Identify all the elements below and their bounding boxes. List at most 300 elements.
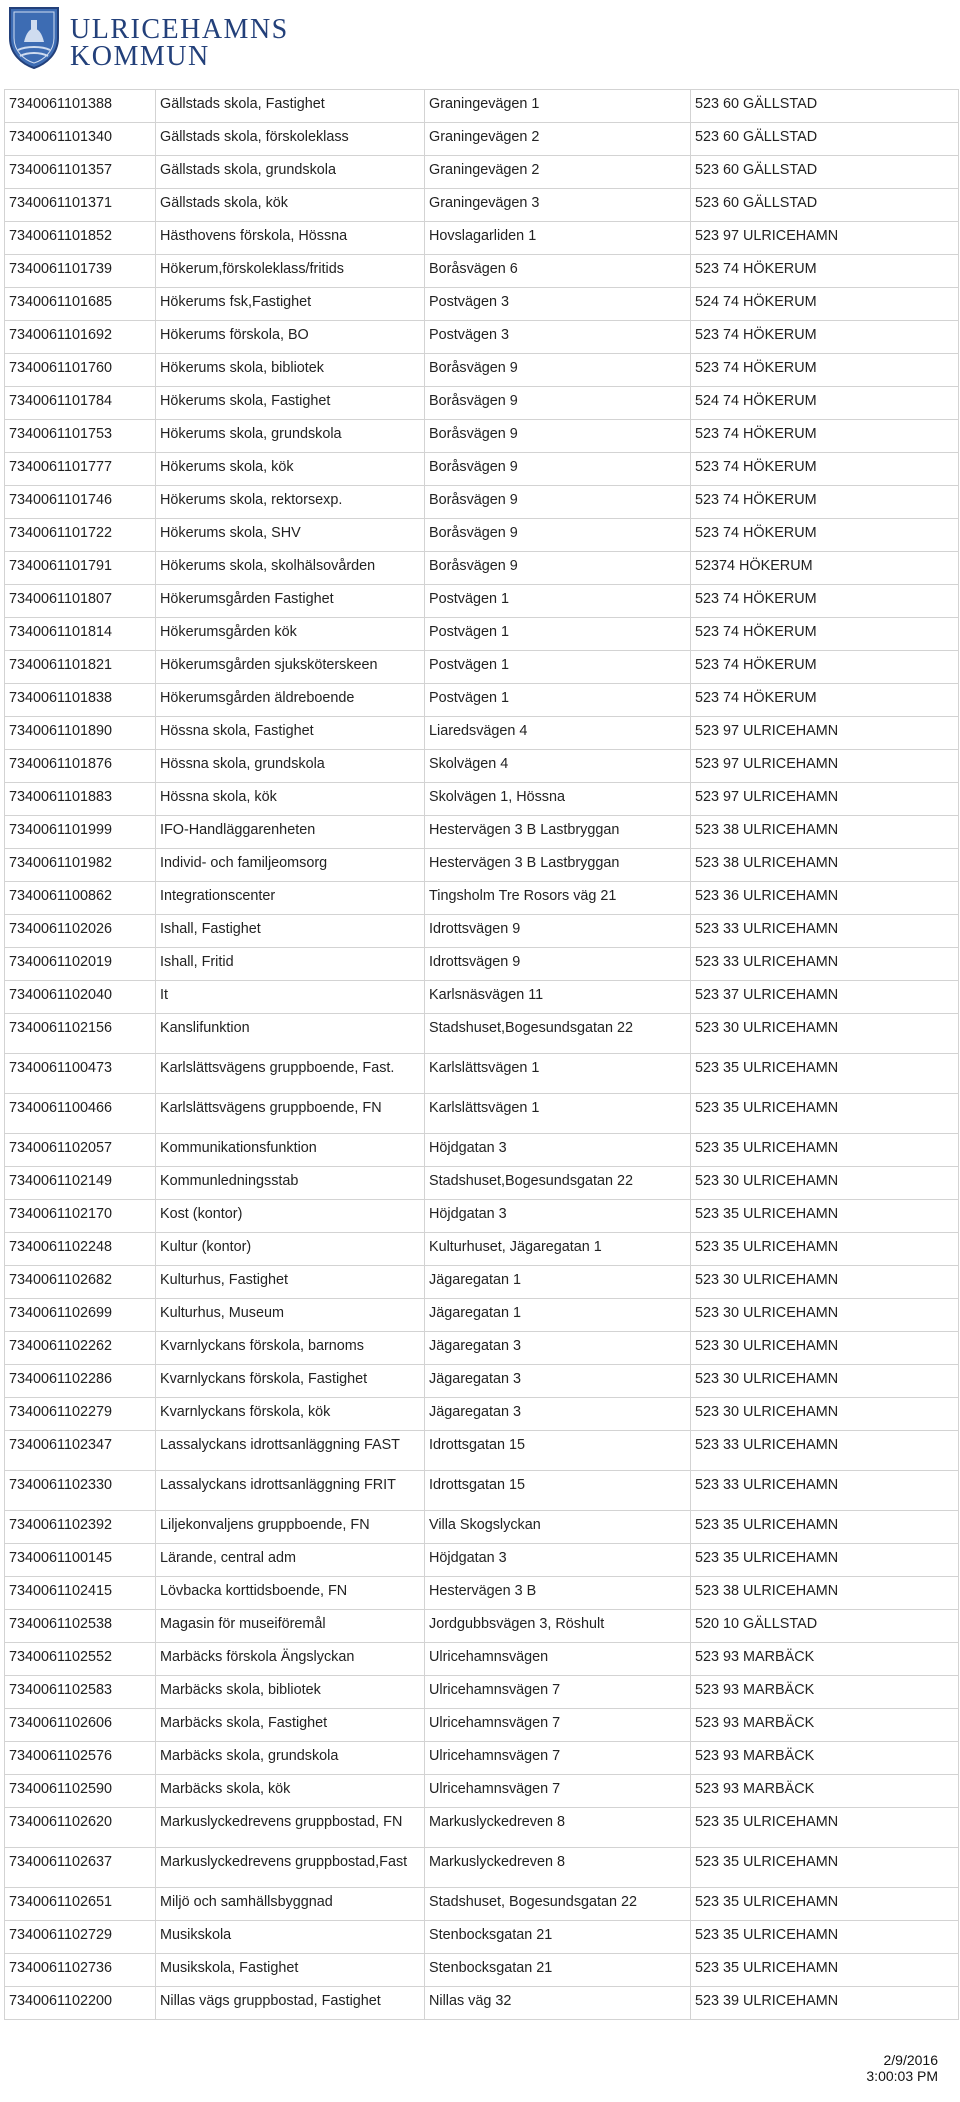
address-cell [425,1987,691,2020]
name-cell-text: Liljekonvaljens gruppboende, FN [160,1517,370,1533]
name-cell [156,1709,425,1742]
table-row [5,1200,959,1233]
name-cell-text: Hökerums skola, bibliotek [160,360,324,376]
address-cell-text: Postvägen 1 [429,690,510,706]
address-cell-text: Boråsvägen 9 [429,492,518,508]
postal-cell-text: 523 30 ULRICEHAMN [695,1020,839,1036]
name-cell-text: Kvarnlyckans förskola, barnoms [160,1338,364,1354]
postal-cell-text: 523 97 ULRICEHAMN [695,789,839,805]
name-cell-text: Gällstads skola, förskoleklass [160,129,349,145]
table-row [5,519,959,552]
name-cell-text: It [160,987,168,1003]
postal-cell-text: 523 30 ULRICEHAMN [695,1338,839,1354]
address-cell-text: Karlsnäsvägen 11 [429,987,544,1003]
postal-cell-text: 523 74 HÖKERUM [695,690,817,706]
postal-cell-text: 523 97 ULRICEHAMN [695,756,839,772]
table-row [5,1643,959,1676]
table-row [5,1014,959,1054]
postal-cell [691,684,959,717]
table-row [5,981,959,1014]
name-cell [156,1577,425,1610]
postal-cell [691,618,959,651]
table-row [5,1233,959,1266]
address-cell [425,1167,691,1200]
table-row [5,1577,959,1610]
table-row [5,1848,959,1888]
table-row [5,1610,959,1643]
postal-cell [691,948,959,981]
name-cell-text: Miljö och samhällsbyggnad [160,1894,333,1910]
code-cell [5,849,156,882]
address-cell [425,552,691,585]
code-cell-text: 7340061101852 [9,228,112,244]
address-cell [425,1544,691,1577]
address-cell [425,981,691,1014]
postal-cell [691,1054,959,1094]
table-row [5,1775,959,1808]
code-cell-text: 7340061102330 [9,1477,112,1493]
name-cell-text: Kanslifunktion [160,1020,250,1036]
code-cell [5,783,156,816]
code-cell-text: 7340061102019 [9,954,112,970]
address-cell-text: Boråsvägen 6 [429,261,518,277]
code-cell [5,585,156,618]
code-cell [5,1775,156,1808]
name-cell [156,255,425,288]
name-cell [156,981,425,1014]
table-row [5,486,959,519]
table-row [5,1398,959,1431]
code-cell [5,1888,156,1921]
code-cell [5,486,156,519]
address-cell [425,585,691,618]
postal-cell-text: 523 30 ULRICEHAMN [695,1173,839,1189]
code-cell-text: 7340061102347 [9,1437,112,1453]
postal-cell-text: 523 74 HÖKERUM [695,591,817,607]
postal-cell [691,882,959,915]
postal-cell [691,1775,959,1808]
address-cell-text: Stenbocksgatan 21 [429,1960,553,1976]
address-cell-text: Graningevägen 2 [429,162,540,178]
code-cell-text: 7340061101357 [9,162,112,178]
table-row [5,783,959,816]
address-cell [425,816,691,849]
address-cell [425,90,691,123]
postal-cell [691,1742,959,1775]
address-cell-text: Höjdgatan 3 [429,1140,507,1156]
table-row [5,1987,959,2020]
address-cell-text: Postvägen 1 [429,591,510,607]
address-cell-text: Graningevägen 3 [429,195,540,211]
name-cell-text: Hökerums skola, Fastighet [160,393,331,409]
code-cell-text: 7340061101838 [9,690,112,706]
address-cell-text: Jägaregatan 3 [429,1338,522,1354]
name-cell-text: Kultur (kontor) [160,1239,252,1255]
address-cell-text: Höjdgatan 3 [429,1206,507,1222]
address-cell [425,123,691,156]
name-cell [156,1643,425,1676]
table-row [5,255,959,288]
code-cell [5,1054,156,1094]
address-cell-text: Stadshuset,Bogesundsgatan 22 [429,1020,634,1036]
code-cell-text: 7340061102248 [9,1239,112,1255]
address-cell-text: Postvägen 3 [429,294,510,310]
address-cell [425,1610,691,1643]
table-row [5,1094,959,1134]
postal-cell-text: 523 97 ULRICEHAMN [695,228,839,244]
code-cell-text: 7340061102736 [9,1960,112,1976]
table-row [5,1921,959,1954]
postal-cell [691,981,959,1014]
code-cell [5,1134,156,1167]
postal-cell-text: 523 30 ULRICEHAMN [695,1371,839,1387]
name-cell-text: Hökerums förskola, BO [160,327,309,343]
address-cell-text: Ulricehamnsvägen 7 [429,1748,561,1764]
code-cell-text: 7340061100466 [9,1100,112,1116]
name-cell-text: Kommunikationsfunktion [160,1140,317,1156]
code-cell-text: 7340061102538 [9,1616,112,1632]
code-cell [5,948,156,981]
table-row [5,1808,959,1848]
postal-cell-text: 523 74 HÖKERUM [695,261,817,277]
code-cell-text: 7340061101807 [9,591,112,607]
postal-cell [691,1808,959,1848]
code-cell-text: 7340061102156 [9,1020,112,1036]
postal-cell [691,1610,959,1643]
address-cell [425,1709,691,1742]
address-cell-text: Jordgubbsvägen 3, Röshult [429,1616,605,1632]
code-cell [5,816,156,849]
name-cell-text: Hökerums fsk,Fastighet [160,294,312,310]
postal-cell [691,123,959,156]
code-cell [5,1676,156,1709]
address-cell-text: Postvägen 1 [429,624,510,640]
name-cell-text: Hästhovens förskola, Hössna [160,228,348,244]
postal-cell [691,1848,959,1888]
address-cell-text: Hestervägen 3 B Lastbryggan [429,855,620,871]
address-cell [425,948,691,981]
name-cell [156,1808,425,1848]
code-cell-text: 7340061101739 [9,261,112,277]
address-cell-text: Hovslagarliden 1 [429,228,537,244]
code-cell [5,618,156,651]
address-cell [425,1577,691,1610]
name-cell [156,1266,425,1299]
postal-cell-text: 523 74 HÖKERUM [695,624,817,640]
name-cell-text: Hössna skola, grundskola [160,756,325,772]
postal-cell-text: 523 60 GÄLLSTAD [695,195,818,211]
name-cell-text: Lövbacka korttidsboende, FN [160,1583,348,1599]
address-cell-text: Boråsvägen 9 [429,393,518,409]
postal-cell [691,387,959,420]
address-cell-text: Boråsvägen 9 [429,360,518,376]
address-cell-text: Stadshuset,Bogesundsgatan 22 [429,1173,634,1189]
postal-cell-text: 523 35 ULRICEHAMN [695,1140,839,1156]
name-cell-text: Musikskola [160,1927,232,1943]
table-row [5,1676,959,1709]
name-cell-text: Musikskola, Fastighet [160,1960,299,1976]
code-cell [5,1544,156,1577]
address-cell [425,651,691,684]
table-row [5,420,959,453]
postal-cell-text: 523 30 ULRICEHAMN [695,1404,839,1420]
address-cell [425,915,691,948]
address-cell [425,1054,691,1094]
code-cell-text: 7340061102637 [9,1854,112,1870]
code-cell [5,1014,156,1054]
postal-cell-text: 523 35 ULRICEHAMN [695,1550,839,1566]
name-cell [156,189,425,222]
code-cell-text: 7340061100145 [9,1550,112,1566]
postal-cell-text: 523 35 ULRICEHAMN [695,1060,839,1076]
postal-cell [691,1398,959,1431]
address-cell-text: Skolvägen 4 [429,756,509,772]
postal-cell-text: 523 35 ULRICEHAMN [695,1206,839,1222]
name-cell [156,684,425,717]
name-cell [156,1676,425,1709]
table-row [5,453,959,486]
postal-cell-text: 523 74 HÖKERUM [695,426,817,442]
code-cell [5,519,156,552]
postal-cell-text: 523 33 ULRICEHAMN [695,921,839,937]
postal-cell [691,1987,959,2020]
postal-cell-text: 520 10 GÄLLSTAD [695,1616,818,1632]
address-cell-text: Idrottsvägen 9 [429,921,521,937]
name-cell [156,156,425,189]
postal-cell-text: 523 36 ULRICEHAMN [695,888,839,904]
address-cell-text: Boråsvägen 9 [429,426,518,442]
name-cell-text: Kvarnlyckans förskola, Fastighet [160,1371,368,1387]
name-cell [156,1431,425,1471]
name-cell [156,552,425,585]
code-cell [5,1987,156,2020]
table-row [5,1742,959,1775]
address-cell [425,618,691,651]
code-cell-text: 7340061101685 [9,294,112,310]
table-row [5,1134,959,1167]
table-row [5,1167,959,1200]
address-cell [425,453,691,486]
postal-cell-text: 523 60 GÄLLSTAD [695,129,818,145]
table-row [5,585,959,618]
postal-cell [691,453,959,486]
code-cell [5,1921,156,1954]
code-cell [5,288,156,321]
name-cell [156,1471,425,1511]
code-cell-text: 7340061102200 [9,1993,112,2009]
name-cell [156,387,425,420]
postal-cell [691,1544,959,1577]
code-cell [5,882,156,915]
name-cell [156,1332,425,1365]
address-cell [425,684,691,717]
table-row [5,1511,959,1544]
table-row [5,156,959,189]
postal-cell-text: 523 33 ULRICEHAMN [695,1437,839,1453]
address-cell [425,1676,691,1709]
postal-cell-text: 523 60 GÄLLSTAD [695,162,818,178]
postal-cell-text: 523 33 ULRICEHAMN [695,954,839,970]
name-cell [156,618,425,651]
name-cell-text: Markuslyckedrevens gruppbostad,Fast [160,1854,408,1870]
table-row [5,189,959,222]
address-cell-text: Markuslyckedreven 8 [429,1814,565,1830]
name-cell [156,1167,425,1200]
postal-cell [691,585,959,618]
name-cell [156,783,425,816]
code-cell [5,1233,156,1266]
postal-cell-text: 524 74 HÖKERUM [695,393,817,409]
address-cell-text: Stadshuset, Bogesundsgatan 22 [429,1894,638,1910]
address-cell [425,519,691,552]
municipality-wordmark [70,16,289,70]
name-cell-text: Marbäcks förskola Ängslyckan [160,1649,355,1665]
name-cell-text: Kommunledningsstab [160,1173,299,1189]
postal-cell [691,321,959,354]
address-cell-text: Markuslyckedreven 8 [429,1854,565,1870]
name-cell-text: Hössna skola, Fastighet [160,723,314,739]
code-cell [5,552,156,585]
postal-cell-text: 523 93 MARBÄCK [695,1649,815,1665]
code-cell [5,717,156,750]
print-time: 3:00:03 PM [866,2068,938,2084]
name-cell [156,1299,425,1332]
table-row [5,717,959,750]
name-cell [156,882,425,915]
address-cell-text: Nillas väg 32 [429,1993,512,2009]
code-cell-text: 7340061101791 [9,558,112,574]
name-cell-text: Gällstads skola, Fastighet [160,96,325,112]
postal-cell-text: 523 30 ULRICEHAMN [695,1272,839,1288]
address-cell [425,288,691,321]
address-cell-text: Höjdgatan 3 [429,1550,507,1566]
postal-cell [691,1332,959,1365]
code-cell [5,255,156,288]
code-cell [5,1167,156,1200]
print-date: 2/9/2016 [883,2052,938,2068]
address-cell-text: Stenbocksgatan 21 [429,1927,553,1943]
code-cell-text: 7340061101883 [9,789,112,805]
postal-cell-text: 523 35 ULRICEHAMN [695,1239,839,1255]
name-cell [156,1014,425,1054]
code-cell-text: 7340061101692 [9,327,112,343]
postal-cell-text: 523 74 HÖKERUM [695,360,817,376]
address-cell-text: Karlslättsvägen 1 [429,1100,540,1116]
address-cell-text: Ulricehamnsvägen 7 [429,1781,561,1797]
name-cell-text: Gällstads skola, kök [160,195,288,211]
code-cell-text: 7340061102149 [9,1173,112,1189]
table-row [5,651,959,684]
address-cell [425,387,691,420]
code-cell [5,1365,156,1398]
name-cell [156,1134,425,1167]
name-cell [156,519,425,552]
code-cell-text: 7340061102286 [9,1371,112,1387]
code-cell-text: 7340061101784 [9,393,112,409]
table-row [5,222,959,255]
code-cell [5,1610,156,1643]
postal-cell [691,1921,959,1954]
code-cell-text: 7340061102026 [9,921,112,937]
name-cell-text: Kost (kontor) [160,1206,243,1222]
postal-cell [691,1299,959,1332]
address-cell [425,750,691,783]
postal-cell-text: 523 38 ULRICEHAMN [695,822,839,838]
postal-cell-text: 523 35 ULRICEHAMN [695,1517,839,1533]
name-cell [156,1775,425,1808]
code-cell [5,1332,156,1365]
name-cell [156,1398,425,1431]
code-cell [5,1577,156,1610]
name-cell [156,321,425,354]
postal-cell-text: 523 60 GÄLLSTAD [695,96,818,112]
table-row [5,387,959,420]
postal-cell [691,1888,959,1921]
table-row [5,1365,959,1398]
name-cell-text: Hökerum,förskoleklass/fritids [160,261,344,277]
address-cell [425,1134,691,1167]
code-cell [5,354,156,387]
address-cell-text: Ulricehamnsvägen 7 [429,1682,561,1698]
code-cell [5,222,156,255]
table-row [5,321,959,354]
name-cell [156,123,425,156]
postal-cell-text: 523 74 HÖKERUM [695,657,817,673]
table-row [5,1431,959,1471]
code-cell [5,1471,156,1511]
code-cell [5,651,156,684]
address-cell [425,717,691,750]
table-row [5,90,959,123]
name-cell-text: Hökerums skola, skolhälsovården [160,558,376,574]
address-cell-text: Liaredsvägen 4 [429,723,528,739]
brand-line-1: ULRICEHAMNS [70,14,289,45]
code-cell-text: 7340061101777 [9,459,112,475]
address-cell-text: Ulricehamnsvägen [429,1649,549,1665]
table-row [5,1471,959,1511]
table-row [5,354,959,387]
code-cell-text: 7340061102040 [9,987,112,1003]
name-cell [156,948,425,981]
postal-cell-text: 523 37 ULRICEHAMN [695,987,839,1003]
name-cell-text: Hössna skola, kök [160,789,277,805]
table-row [5,618,959,651]
address-cell [425,1365,691,1398]
postal-cell [691,1709,959,1742]
code-cell [5,1511,156,1544]
name-cell-text: Lassalyckans idrottsanläggning FAST [160,1437,400,1453]
name-cell [156,816,425,849]
name-cell [156,915,425,948]
code-cell [5,684,156,717]
table-row [5,1709,959,1742]
postal-cell-text: 52374 HÖKERUM [695,558,813,574]
code-cell-text: 7340061102729 [9,1927,112,1943]
code-cell-text: 7340061102170 [9,1206,112,1222]
coat-of-arms-icon [4,2,64,70]
code-cell [5,321,156,354]
print-timestamp [866,2052,938,2084]
address-cell [425,420,691,453]
address-cell-text: Boråsvägen 9 [429,459,518,475]
address-cell [425,1332,691,1365]
name-cell [156,1742,425,1775]
name-cell-text: Hökerums skola, kök [160,459,294,475]
code-cell [5,1094,156,1134]
code-cell-text: 7340061101388 [9,96,112,112]
name-cell-text: Kulturhus, Fastighet [160,1272,288,1288]
name-cell [156,486,425,519]
